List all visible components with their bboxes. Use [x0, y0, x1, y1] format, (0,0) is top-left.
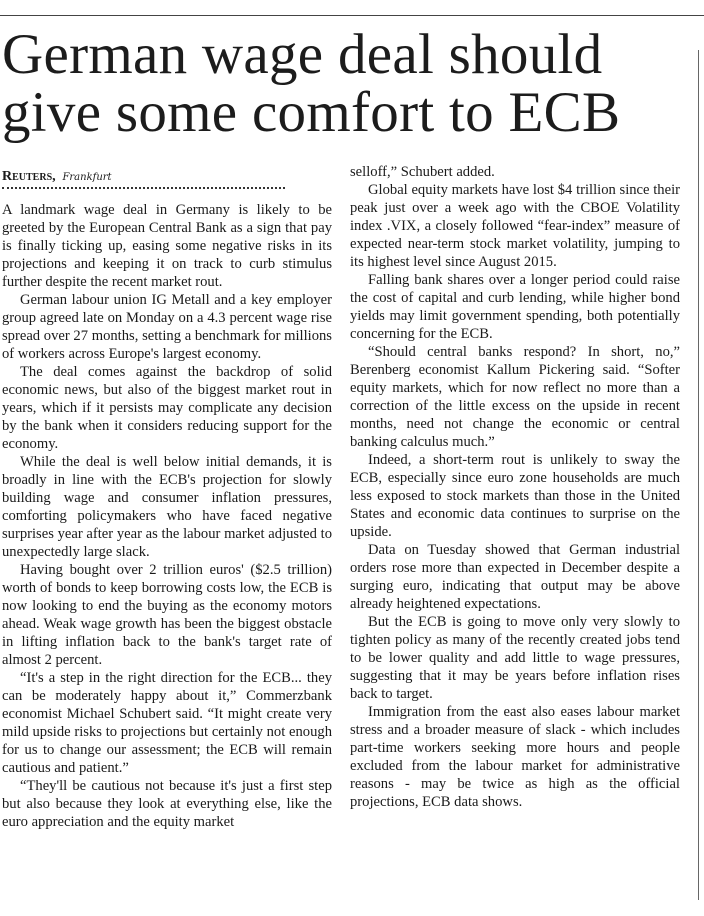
paragraph: The deal comes against the backdrop of solid economic news, but also of the biggest market rout in years, which if it persists may complicate any decision by the bank when it considers reducing support for the economy. [2, 364, 332, 452]
paragraph: “They'll be cautious not because it's just a first step but also because they look at everything else, like the euro appreciation and the equity market [2, 778, 332, 830]
top-rule [0, 15, 704, 16]
paragraph: Falling bank shares over a longer period could raise the cost of capital and curb lending, while higher bond yields may limit government spending, both potentially concerning for the ECB. [350, 272, 680, 342]
left-column [2, 201, 332, 831]
paragraph: While the deal is well below initial demands, it is broadly in line with the ECB's projection for slowly building wage and consumer inflation pressures, comforting policymakers who have faced negative surprises year after year as the labour market adjusted to unexpectedly large slack. [2, 454, 332, 560]
byline [2, 169, 112, 185]
paragraph: Indeed, a short-term rout is unlikely to sway the ECB, especially since euro zone households are much less exposed to stock markets than those in the United States and economic data continues to surprise on the upside. [350, 452, 680, 540]
paragraph: Data on Tuesday showed that German industrial orders rose more than expected in December despite a surging euro, indicating that output may be above already heightened expectations. [350, 542, 680, 612]
column-rule [698, 50, 699, 900]
paragraph: selloff,” Schubert added. [350, 164, 495, 180]
headline: German wage deal should give some comfort to ECB [2, 23, 621, 144]
right-column [350, 163, 680, 811]
paragraph: German labour union IG Metall and a key employer group agreed late on Monday on a 4.3 percent wage rise spread over 27 months, setting a benchmark for millions of workers across Europe's largest economy. [2, 292, 332, 362]
paragraph: But the ECB is going to move only very slowly to tighten policy as many of the recently created jobs tend to be lower quality and add little to wage pressures, suggesting that it may be years before inflation rises back to target. [350, 614, 680, 702]
paragraph: Global equity markets have lost $4 trillion since their peak just over a week ago with the CBOE Volatility index .VIX, a closely followed “fear-index” measure of expected near-term stock market volatility, jumping to its highest level since August 2015. [350, 182, 680, 270]
paragraph: “Should central banks respond? In short, no,” Berenberg economist Kallum Pickering said. “Softer equity markets, which for now reflect no more than a correction of the little excess on the upside in recent months, need not change the economic or central banking calculus much.” [350, 344, 680, 450]
paragraph: Immigration from the east also eases labour market stress and a broader measure of slack - which includes part-time workers seeking more hours and people excluded from the labour market for administrative reasons - may be twice as high as the official projections, ECB data shows. [350, 704, 680, 810]
paragraph: A landmark wage deal in Germany is likely to be greeted by the European Central Bank as a sign that pay is finally ticking up, easing some negative risks in its projections and keeping it on track to curb stimulus further despite the recent market rout. [2, 202, 332, 290]
byline-divider [2, 187, 285, 189]
paragraph: “It's a step in the right direction for the ECB... they can be moderately happy about it,” Commerzbank economist Michael Schubert said. “It might create very mild upside risks to projections but certainly not enough for us to change our assessment; the ECB will remain cautious and patient.” [2, 670, 332, 776]
byline-agency: Reuters, [2, 169, 56, 184]
paragraph: Having bought over 2 trillion euros' ($2.5 trillion) worth of bonds to keep borrowing costs low, the ECB is now looking to end the buying as the economy motors ahead. Weak wage growth has been the biggest obstacle in lifting inflation back to the bank's target rate of almost 2 percent. [2, 562, 332, 668]
byline-city: Frankfurt [62, 172, 112, 183]
